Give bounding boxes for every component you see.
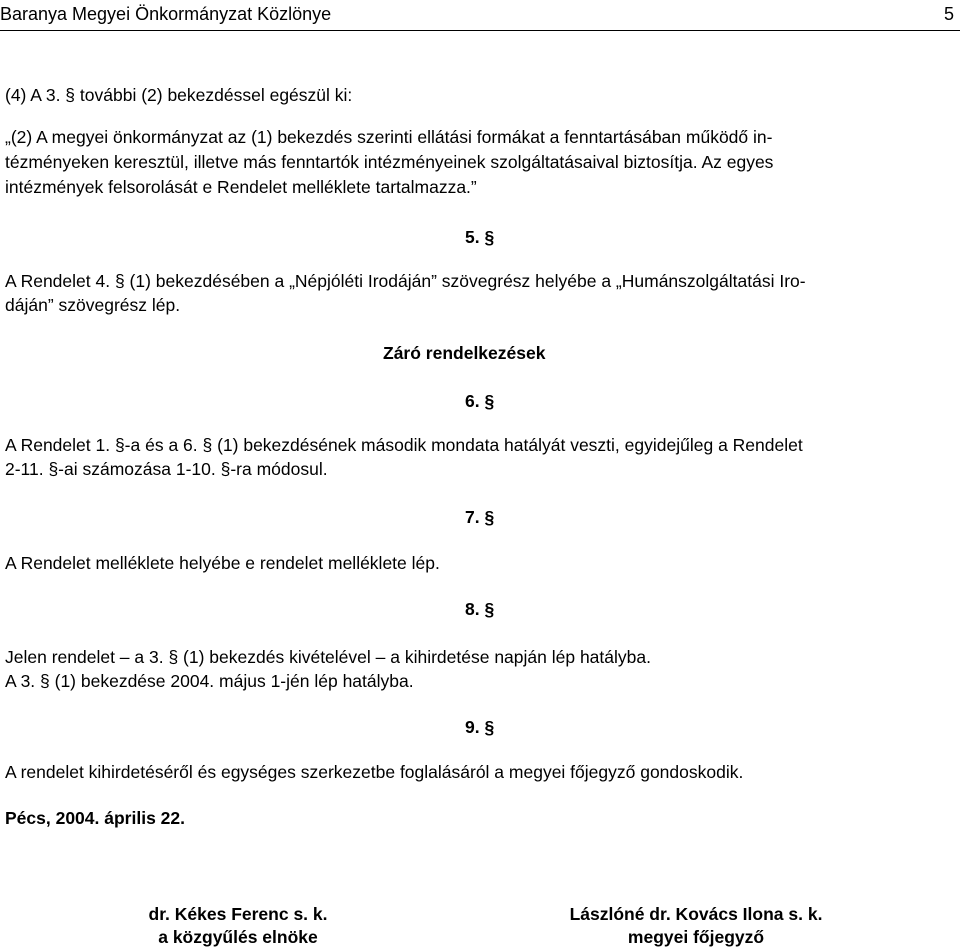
- signature-right-name: Lászlóné dr. Kovács Ilona s. k.: [569, 904, 823, 924]
- section-6-text-line: 2-11. §-ai számozása 1-10. §-ra módosul.: [5, 459, 328, 479]
- section-9-text-line: A rendelet kihirdetéséről és egységes szerkezetbe foglalásáról a megyei főjegyző gondoskodik.: [5, 762, 744, 782]
- publication-title: Baranya Megyei Önkormányzat Közlönye: [0, 4, 332, 24]
- page-number: 5: [943, 4, 954, 24]
- quoted-text-line: intézmények felsorolását e Rendelet melléklete tartalmazza.”: [5, 177, 477, 197]
- section-heading-7: 7. §: [465, 507, 495, 527]
- section-6-text-line: A Rendelet 1. §-a és a 6. § (1) bekezdésének második mondata hatályát veszti, egyidejűleg a Rendelet: [5, 435, 803, 455]
- closing-provisions-heading: Záró rendelkezések: [383, 343, 546, 363]
- section-7-text-line: A Rendelet melléklete helyébe e rendelet melléklete lép.: [5, 553, 440, 573]
- section-5-text-line: dáján” szövegrész lép.: [5, 295, 181, 315]
- quoted-text-line: „(2) A megyei önkormányzat az (1) bekezdés szerinti ellátási formákat a fenntartásában működő in-: [5, 127, 773, 147]
- section-heading-6: 6. §: [465, 391, 495, 411]
- section-heading-9: 9. §: [465, 717, 495, 737]
- quoted-text-line: tézményeken keresztül, illetve más fenntartók intézményeinek szolgáltatásaival biztosítja. Az egyes: [5, 152, 774, 172]
- section-heading-5: 5. §: [465, 227, 495, 247]
- signature-left-name: dr. Kékes Ferenc s. k.: [148, 904, 328, 924]
- amendment-intro: (4) A 3. § további (2) bekezdéssel egészül ki:: [5, 85, 353, 105]
- section-8-text-line: Jelen rendelet – a 3. § (1) bekezdés kivételével – a kihirdetése napján lép hatályba.: [5, 647, 651, 667]
- page-header: [0, 0, 960, 31]
- place-and-date: Pécs, 2004. április 22.: [5, 808, 185, 828]
- section-heading-8: 8. §: [465, 599, 495, 619]
- section-5-text-line: A Rendelet 4. § (1) bekezdésében a „Népjóléti Irodáján” szövegrész helyébe a „Humánszolgáltatási Iro-: [5, 271, 806, 291]
- signature-right-role: megyei főjegyző: [627, 927, 765, 947]
- signature-left-role: a közgyűlés elnöke: [158, 927, 318, 947]
- section-8-text-line: A 3. § (1) bekezdése 2004. május 1-jén lép hatályba.: [5, 671, 414, 691]
